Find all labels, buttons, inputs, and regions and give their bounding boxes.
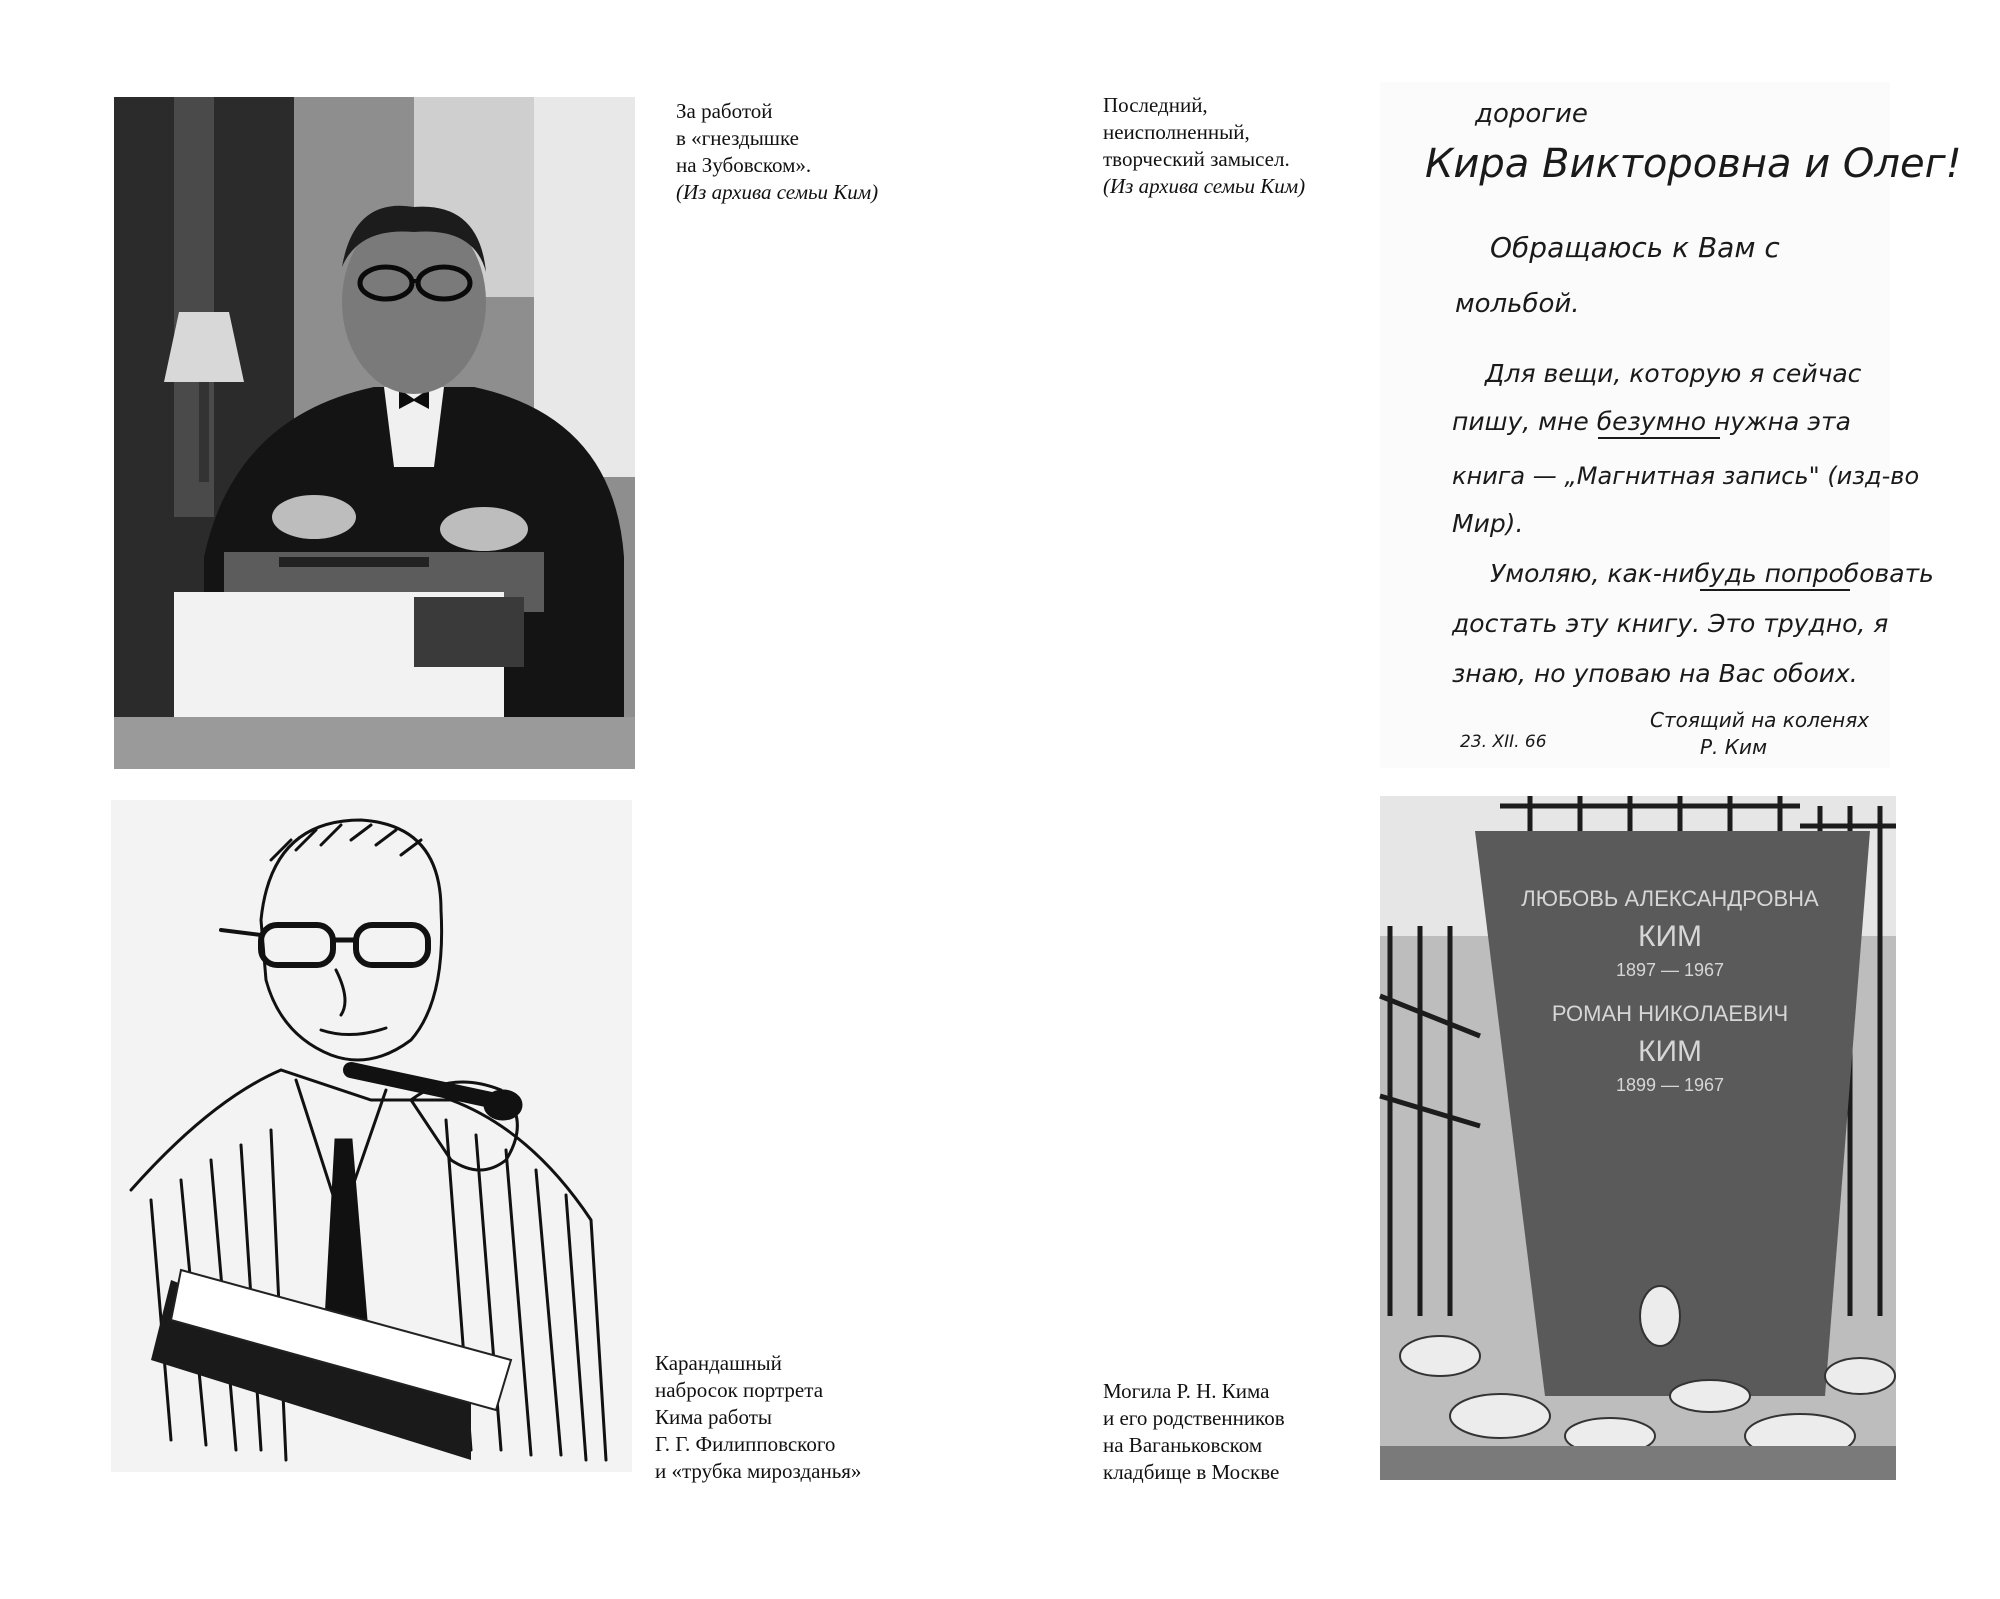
caption-line: набросок портрета bbox=[655, 1378, 824, 1402]
caption-line: и его родственников bbox=[1103, 1406, 1285, 1430]
caption-line: Могила Р. Н. Кима bbox=[1103, 1379, 1270, 1403]
letter-line: пишу, мне безумно нужна эта bbox=[1452, 407, 1851, 436]
tombstone-line: РОМАН НИКОЛАЕВИЧ bbox=[1551, 1001, 1789, 1026]
letter-caption bbox=[1103, 92, 1305, 200]
caption-line: на Ваганьковском bbox=[1103, 1433, 1263, 1457]
tombstone-line: КИМ bbox=[1637, 920, 1703, 953]
caption-line: и «трубка мирозданья» bbox=[655, 1459, 862, 1483]
caption-line: кладбище в Москве bbox=[1103, 1460, 1280, 1484]
caption-line: творческий замысел. bbox=[1103, 147, 1290, 171]
grave-caption bbox=[1103, 1378, 1285, 1486]
sketch-caption bbox=[655, 1350, 861, 1485]
handwritten-letter bbox=[1380, 82, 1962, 768]
grave-photo bbox=[1380, 796, 1896, 1480]
tombstone-line: 1899 — 1967 bbox=[1615, 1075, 1725, 1095]
caption-line: Г. Г. Филипповского bbox=[655, 1432, 836, 1456]
typing-photo bbox=[114, 97, 635, 769]
caption-line: неисполненный, bbox=[1103, 120, 1250, 144]
typing-photo-caption bbox=[676, 98, 878, 206]
sketch-portrait bbox=[111, 800, 632, 1472]
letter-line: знаю, но уповаю на Вас обоих. bbox=[1452, 659, 1858, 688]
tombstone-line: 1897 — 1967 bbox=[1615, 960, 1725, 980]
caption-source: (Из архива семьи Ким) bbox=[676, 180, 879, 204]
letter-line: Мир). bbox=[1452, 509, 1524, 538]
letter-line: Кира Викторовна и Олег! bbox=[1425, 141, 1962, 187]
caption-line: в «гнездышке bbox=[676, 126, 799, 150]
caption-line: За работой bbox=[676, 99, 773, 123]
letter-line: дорогие bbox=[1475, 99, 1588, 129]
caption-source: (Из архива семьи Ким) bbox=[1103, 174, 1306, 198]
letter-date: 23. XII. 66 bbox=[1460, 732, 1547, 752]
letter-line: Обращаюсь к Вам с bbox=[1490, 231, 1780, 264]
letter-signature: Р. Ким bbox=[1700, 735, 1768, 759]
tombstone-line: КИМ bbox=[1637, 1035, 1703, 1068]
letter-line: мольбой. bbox=[1455, 289, 1580, 319]
letter-line: Для вещи, которую я сейчас bbox=[1485, 359, 1862, 388]
caption-line: Кима работы bbox=[655, 1405, 772, 1429]
caption-line: Карандашный bbox=[655, 1351, 782, 1375]
tombstone-line: ЛЮБОВЬ АЛЕКСАНДРОВНА bbox=[1521, 886, 1819, 911]
letter-line: Умоляю, как-нибудь попробовать bbox=[1490, 559, 1934, 588]
caption-line: Последний, bbox=[1103, 93, 1208, 117]
letter-line: Стоящий на коленях bbox=[1650, 708, 1870, 732]
letter-line: достать эту книгу. Это трудно, я bbox=[1452, 609, 1889, 638]
caption-line: на Зубовском». bbox=[676, 153, 812, 177]
letter-line: книга — „Магнитная запись" (изд-во bbox=[1452, 462, 1920, 490]
